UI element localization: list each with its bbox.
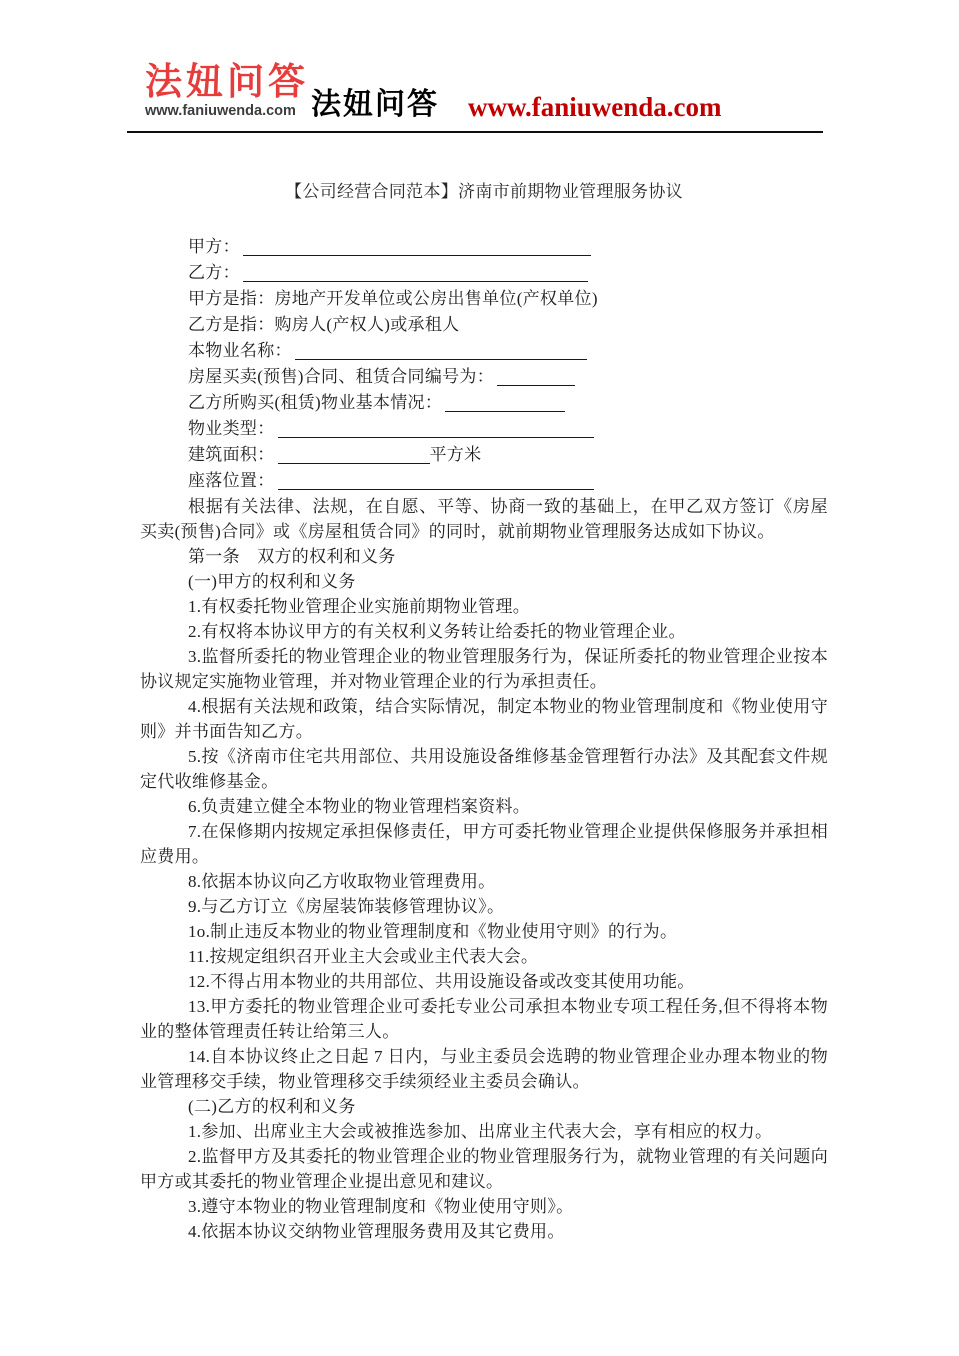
field-label: 乙方是指：购房人(产权人)或承租人	[188, 315, 460, 334]
contract-body	[140, 494, 828, 1244]
field-label: 甲方是指：房地产开发单位或公房出售单位(产权单位)	[188, 289, 598, 308]
field-label: 物业类型：	[188, 419, 275, 438]
form-field-row	[140, 260, 828, 286]
form-field-row	[140, 312, 828, 338]
field-label: 建筑面积：	[188, 445, 275, 464]
contract-paragraph: 5.按《济南市住宅共用部位、共用设施设备维修基金管理暂行办法》及其配套文件规定代收维修基金。	[140, 747, 828, 791]
field-suffix: 平方米	[429, 445, 482, 464]
fill-in-blank-line	[243, 235, 591, 256]
field-label: 甲方：	[188, 237, 240, 256]
contract-paragraph: 12.不得占用本物业的共用部位、共用设施设备或改变其使用功能。	[188, 972, 695, 991]
fill-in-blank-line	[278, 417, 594, 438]
fill-in-blank-line	[445, 391, 565, 412]
contract-document	[140, 179, 828, 1244]
contract-header-fields	[140, 234, 828, 494]
contract-paragraph: 8.依据本协议向乙方收取物业管理费用。	[188, 872, 496, 891]
contract-paragraph: 13.甲方委托的物业管理企业可委托专业公司承担本物业专项工程任务,但不得将本物业的整体管理责任转让给第三人。	[140, 997, 828, 1041]
contract-paragraph: 4.依据本协议交纳物业管理服务费用及其它费用。	[188, 1222, 565, 1241]
field-label: 乙方：	[188, 263, 240, 282]
contract-paragraph: 4.根据有关法规和政策，结合实际情况，制定本物业的物业管理制度和《物业使用守则》并书面告知乙方。	[140, 697, 828, 741]
field-label: 房屋买卖(预售)合同、租赁合同编号为：	[188, 367, 495, 386]
fill-in-blank-line	[278, 469, 594, 490]
logo-url-text: www.faniuwenda.com	[145, 103, 296, 119]
fill-in-blank-line	[278, 443, 430, 464]
form-field-row	[140, 390, 828, 416]
site-url-text: www.faniuwenda.com	[468, 92, 722, 122]
contract-paragraph: 1o.制止违反本物业的物业管理制度和《物业使用守则》的行为。	[188, 922, 678, 941]
site-name-text: 法妞问答	[311, 88, 439, 121]
fill-in-blank-line	[497, 365, 575, 386]
contract-paragraph: 11.按规定组织召开业主大会或业主代表大会。	[188, 947, 539, 966]
fill-in-blank-line	[295, 339, 587, 360]
form-field-row	[140, 286, 828, 312]
contract-paragraph: (一)甲方的权利和义务	[188, 572, 356, 591]
contract-paragraph: 3.监督所委托的物业管理企业的物业管理服务行为，保证所委托的物业管理企业按本协议规定实施物业管理，并对物业管理企业的行为承担责任。	[140, 647, 828, 691]
form-field-row	[140, 234, 828, 260]
form-field-row	[140, 338, 828, 364]
contract-paragraph: 14.自本协议终止之日起 7 日内，与业主委员会选聘的物业管理企业办理本物业的物业管理移交手续，物业管理移交手续须经业主委员会确认。	[140, 1047, 828, 1091]
header-divider	[127, 131, 823, 133]
contract-paragraph: 2.有权将本协议甲方的有关权利义务转让给委托的物业管理企业。	[188, 622, 686, 641]
form-field-row	[140, 468, 828, 494]
contract-paragraph: 2.监督甲方及其委托的物业管理企业的物业管理服务行为，就物业管理的有关问题向甲方或其委托的物业管理企业提出意见和建议。	[140, 1147, 828, 1191]
contract-paragraph: (二)乙方的权利和义务	[188, 1097, 356, 1116]
logo-brand-text: 法妞问答	[145, 61, 309, 102]
contract-paragraph: 1.参加、出席业主大会或被推选参加、出席业主代表大会，享有相应的权力。	[188, 1122, 773, 1141]
contract-paragraph: 第一条 双方的权利和义务	[188, 547, 396, 566]
field-label: 乙方所购买(租赁)物业基本情况：	[188, 393, 443, 412]
document-title: 【公司经营合同范本】济南市前期物业管理服务协议	[285, 182, 683, 201]
contract-paragraph: 1.有权委托物业管理企业实施前期物业管理。	[188, 597, 531, 616]
contract-paragraph: 9.与乙方订立《房屋装饰装修管理协议》。	[188, 897, 505, 916]
site-logo	[145, 62, 317, 119]
contract-paragraph: 根据有关法律、法规，在自愿、平等、协商一致的基础上，在甲乙双方签订《房屋买卖(预售)合同》或《房屋租赁合同》的同时，就前期物业管理服务达成如下协议。	[140, 497, 828, 541]
field-label: 座落位置：	[188, 471, 275, 490]
fill-in-blank-line	[243, 261, 588, 282]
contract-paragraph: 3.遵守本物业的物业管理制度和《物业使用守则》。	[188, 1197, 574, 1216]
form-field-row	[140, 416, 828, 442]
contract-paragraph: 7.在保修期内按规定承担保修责任，甲方可委托物业管理企业提供保修服务并承担相应费用。	[140, 822, 828, 866]
field-label: 本物业名称：	[188, 341, 292, 360]
form-field-row	[140, 442, 828, 468]
contract-paragraph: 6.负责建立健全本物业的物业管理档案资料。	[188, 797, 531, 816]
form-field-row	[140, 364, 828, 390]
